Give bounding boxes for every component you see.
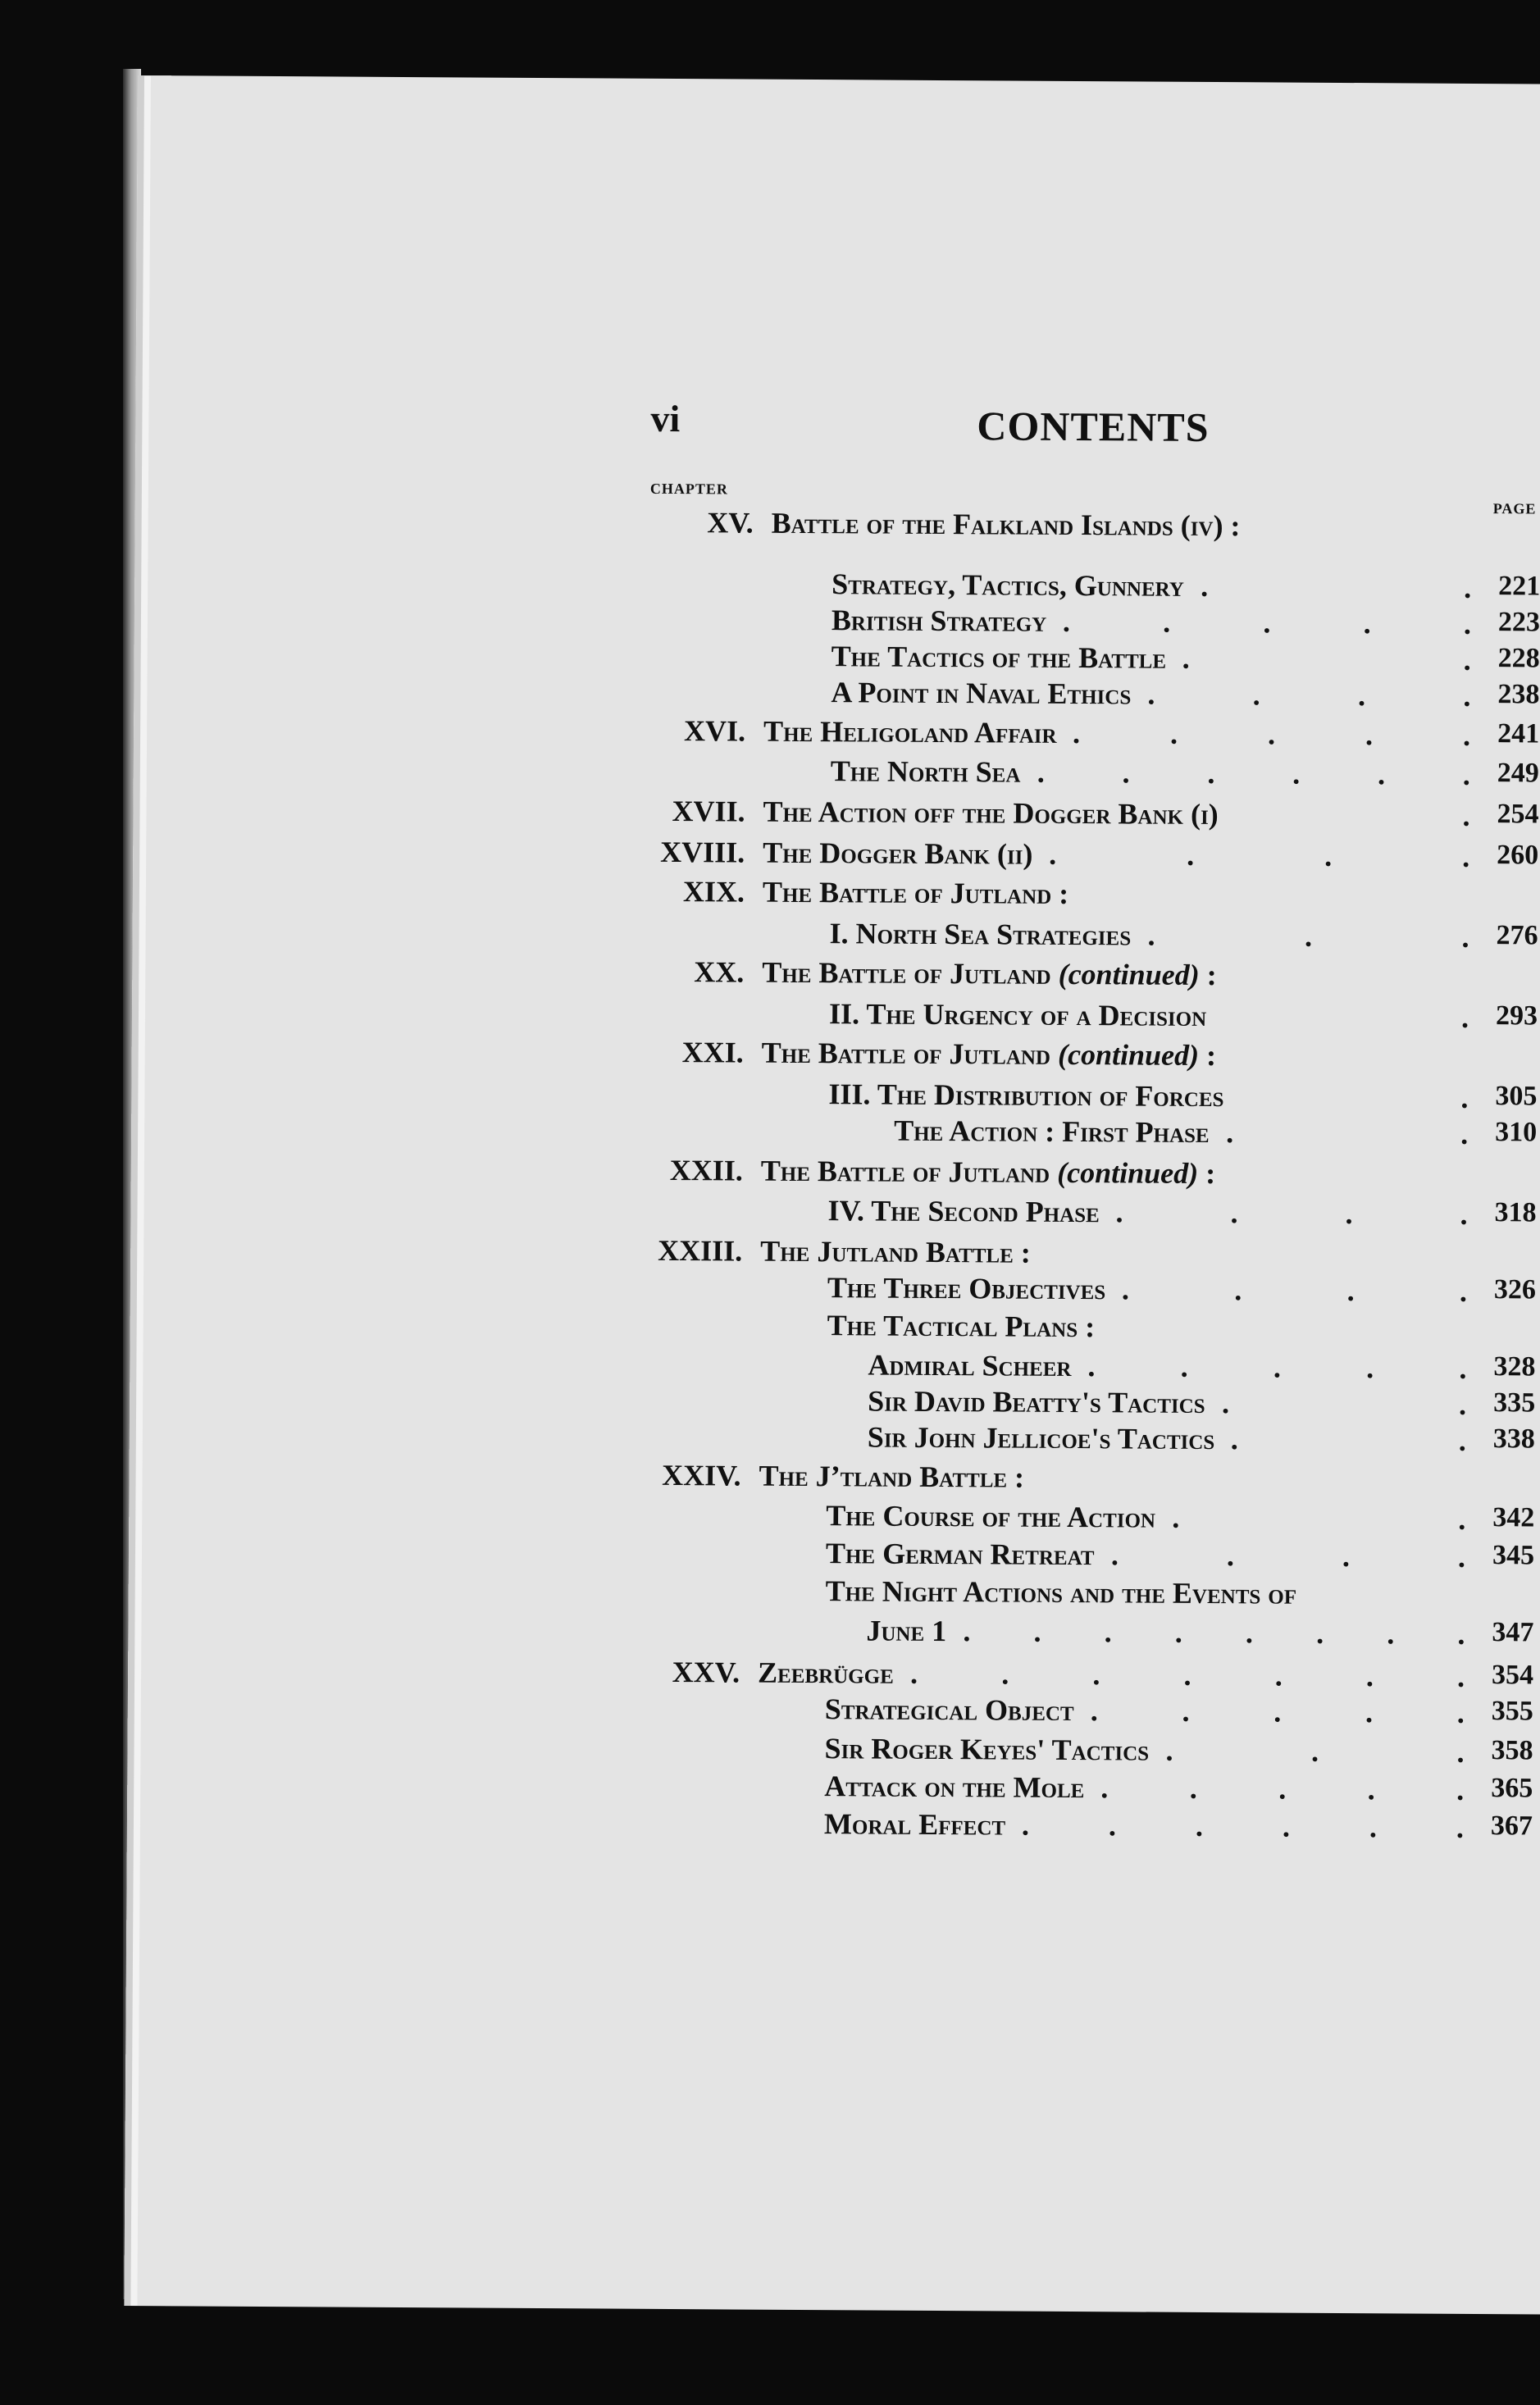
toc-entry xyxy=(620,1612,1538,1656)
toc-entry xyxy=(622,1307,1540,1351)
entry-title xyxy=(868,1347,1071,1383)
entry-title xyxy=(831,675,1131,711)
entry-title-text: Zeebrügge xyxy=(757,1656,894,1690)
toc-entry xyxy=(622,1192,1540,1236)
entry-title-text: The Night Actions and the Events of xyxy=(825,1574,1297,1610)
entry-title-text: The Battle of Jutland : xyxy=(762,875,1069,910)
entry-title-text: The Three Objectives xyxy=(827,1271,1106,1306)
page-column-label: PAGE xyxy=(1492,500,1537,517)
toc-entry xyxy=(623,1112,1540,1155)
entry-title xyxy=(829,996,1206,1033)
entry-title-text: IV. The Second Phase xyxy=(827,1194,1100,1229)
entry-title-text: The German Retreat xyxy=(825,1537,1095,1572)
chapter-number: XV. xyxy=(707,506,754,540)
entry-title xyxy=(759,1459,1024,1495)
toc-entry xyxy=(625,835,1540,878)
leader-dots: . xyxy=(1460,1000,1469,1034)
page-number: 238 xyxy=(1497,679,1540,710)
page-number: 354 xyxy=(1492,1660,1534,1691)
leader-dots: . . . . xyxy=(1110,1538,1466,1574)
entry-title xyxy=(832,639,1167,675)
toc-entry xyxy=(619,1730,1538,1774)
chapter-number xyxy=(624,1076,811,1077)
page-number: 342 xyxy=(1492,1502,1535,1533)
leader-dots: . . . . xyxy=(1147,677,1471,713)
page-number: 328 xyxy=(1493,1351,1536,1382)
page-number: 249 xyxy=(1497,758,1539,789)
entry-title xyxy=(763,836,1032,872)
chapter-number xyxy=(625,915,812,916)
toc-entry xyxy=(624,915,1540,959)
leader-dots: . . . . xyxy=(1115,1196,1468,1231)
entry-title-text: Attack on the Mole xyxy=(824,1770,1085,1805)
chapter-number xyxy=(621,1573,808,1574)
entry-title-text: The North Sea xyxy=(830,754,1021,789)
page-number: 310 xyxy=(1495,1117,1538,1148)
page-number: 228 xyxy=(1497,643,1540,674)
entry-title xyxy=(824,1806,1005,1842)
toc-entry xyxy=(621,1535,1539,1578)
entry-title xyxy=(763,714,1057,750)
entry-title-text: III. The Distribution of Forces xyxy=(828,1077,1224,1114)
leader-dots: . . xyxy=(1222,1387,1467,1421)
entry-title-text: Sir Roger Keyes' Tactics xyxy=(824,1732,1150,1767)
toc-entry xyxy=(626,713,1540,757)
entry-title-italic: (continued) xyxy=(1057,1037,1200,1072)
entry-title-text: I. North Sea Strategies xyxy=(829,917,1132,952)
toc-entry xyxy=(621,1497,1539,1541)
entry-title-italic: (continued) xyxy=(1058,957,1200,991)
entry-title xyxy=(824,1731,1149,1767)
chapter-number xyxy=(621,1612,849,1614)
page-number: 221 xyxy=(1498,571,1540,602)
toc-entry xyxy=(619,1768,1538,1811)
entry-title-text: Strategy, Tactics, Gunnery xyxy=(832,567,1185,603)
entry-title-text: Strategical Object xyxy=(824,1692,1074,1728)
entry-title-text: The Battle of Jutland xyxy=(761,1036,1051,1071)
entry-title xyxy=(827,1193,1099,1229)
entry-title-suffix: : xyxy=(1199,958,1217,992)
entry-title xyxy=(763,875,1069,911)
page-number: 345 xyxy=(1492,1540,1535,1571)
entry-title xyxy=(824,1769,1084,1805)
entry-title-text: British Strategy xyxy=(831,604,1047,638)
leader-dots: . . . . . xyxy=(1087,1350,1467,1385)
leader-dots: . xyxy=(1462,799,1470,832)
toc-entry xyxy=(619,1806,1538,1849)
entry-title xyxy=(762,955,1217,992)
chapter-number: XVII. xyxy=(672,794,745,828)
entry-title-text: The Action : First Phase xyxy=(894,1114,1210,1150)
leader-dots: . xyxy=(1460,1081,1469,1114)
page-number: 338 xyxy=(1492,1423,1535,1455)
page-number: 358 xyxy=(1491,1735,1533,1766)
chapter-number: XXI. xyxy=(681,1036,744,1069)
book-page xyxy=(124,75,1540,2315)
toc-entry xyxy=(624,954,1540,998)
chapter-number: XXIII. xyxy=(658,1233,743,1268)
entry-title xyxy=(826,1536,1095,1572)
page-number: 276 xyxy=(1496,920,1538,951)
entry-title-italic: (continued) xyxy=(1057,1155,1199,1190)
chapter-number: XVI. xyxy=(683,714,746,748)
toc-entry xyxy=(627,505,1540,549)
page-folio: vi xyxy=(650,397,681,440)
toc-entry xyxy=(625,794,1540,837)
entry-title-text: The Tactical Plans : xyxy=(827,1309,1096,1344)
chapter-number xyxy=(622,1269,809,1270)
entry-title xyxy=(762,1036,1217,1073)
leader-dots: . . . . xyxy=(1121,1273,1468,1308)
leader-dots: . . . . . xyxy=(1100,1771,1465,1806)
entry-title-text: June 1 xyxy=(866,1614,947,1648)
entry-title xyxy=(832,567,1184,604)
leader-dots: . . . . . . . . xyxy=(963,1615,1465,1651)
leader-dots: . . . xyxy=(1147,918,1469,954)
chapter-number xyxy=(624,995,811,996)
chapter-number: XXII. xyxy=(669,1153,743,1187)
leader-dots: . . . . . xyxy=(1073,716,1471,752)
chapter-number xyxy=(621,1535,808,1536)
entry-title xyxy=(868,1383,1205,1420)
entry-title-suffix: : xyxy=(1198,1156,1216,1191)
toc-entry xyxy=(622,1419,1540,1462)
page-number: 365 xyxy=(1491,1773,1533,1804)
chapter-number xyxy=(626,674,813,675)
leader-dots: . . xyxy=(1230,1423,1466,1457)
toc-entry xyxy=(624,995,1540,1039)
leader-dots: . . xyxy=(1172,1501,1466,1536)
entry-title xyxy=(825,1692,1074,1728)
leader-dots: . . . . . . . xyxy=(909,1656,1465,1693)
leader-dots: . . . xyxy=(1165,1733,1465,1769)
entry-title-text: A Point in Naval Ethics xyxy=(831,676,1132,711)
toc-entry xyxy=(624,1035,1540,1078)
running-head-title: CONTENTS xyxy=(977,403,1210,450)
toc-entry xyxy=(622,1269,1540,1313)
toc-entry xyxy=(620,1691,1538,1734)
entry-title xyxy=(827,1270,1106,1306)
page-number: 326 xyxy=(1493,1274,1537,1305)
entry-title-text: The Action off the Dogger Bank (i) xyxy=(763,795,1219,831)
chapter-number xyxy=(620,1691,807,1692)
chapter-number xyxy=(626,602,813,603)
chapter-number xyxy=(622,1346,850,1348)
page-number: 254 xyxy=(1497,799,1539,830)
toc-entry xyxy=(621,1458,1539,1501)
chapter-number xyxy=(621,1497,808,1498)
chapter-number xyxy=(623,1192,810,1193)
chapter-number: XXV. xyxy=(672,1656,740,1689)
entry-title-text: Sir John Jellicoe's Tactics xyxy=(867,1420,1215,1456)
entry-title xyxy=(826,1574,1297,1611)
entry-title-text: The Battle of Jutland xyxy=(760,1154,1050,1189)
entry-title-text: The Jutland Battle : xyxy=(760,1234,1031,1269)
entry-title-text: The Tactics of the Battle xyxy=(831,640,1167,675)
chapter-number xyxy=(619,1768,806,1769)
entry-title xyxy=(827,1308,1096,1344)
chapter-column-label: CHAPTER xyxy=(649,480,729,498)
chapter-number xyxy=(626,753,813,754)
entry-title xyxy=(866,1613,946,1648)
page-number: 305 xyxy=(1495,1081,1538,1112)
toc-entry xyxy=(623,1153,1540,1196)
toc-entry xyxy=(625,874,1540,918)
entry-title xyxy=(828,1077,1223,1114)
leader-dots: . . xyxy=(1182,641,1471,676)
page-number: 260 xyxy=(1497,840,1539,871)
entry-title xyxy=(758,1656,894,1691)
page-number: 241 xyxy=(1497,718,1540,749)
entry-title-text: The Course of the Action xyxy=(826,1499,1156,1534)
page-number: 318 xyxy=(1494,1197,1537,1228)
entry-title-text: Battle of the Falkland Islands (iv) : xyxy=(771,506,1241,543)
toc-entry xyxy=(626,674,1540,717)
entry-title-text: The Jʼtland Battle : xyxy=(759,1459,1025,1494)
chapter-number xyxy=(626,566,813,567)
entry-title-text: Admiral Scheer xyxy=(868,1348,1072,1382)
chapter-number: XX. xyxy=(694,955,745,989)
entry-title xyxy=(761,1154,1216,1191)
entry-title xyxy=(831,754,1021,789)
page-number: 293 xyxy=(1495,1000,1538,1032)
chapter-number xyxy=(620,1730,807,1731)
chapter-number xyxy=(626,638,813,639)
page-number: 367 xyxy=(1490,1811,1533,1842)
toc-entry xyxy=(626,753,1540,796)
leader-dots: . . . . . . xyxy=(1021,1808,1465,1844)
entry-title-text: The Dogger Bank (ii) xyxy=(763,836,1033,871)
entry-title xyxy=(868,1419,1215,1456)
toc-entry xyxy=(621,1573,1539,1616)
entry-title-text: The Heligoland Affair xyxy=(763,714,1057,749)
entry-title xyxy=(894,1114,1210,1150)
chapter-number: XIX. xyxy=(682,875,745,909)
entry-title-text: Moral Effect xyxy=(823,1807,1006,1842)
entry-title-suffix: : xyxy=(1198,1038,1217,1073)
chapter-number xyxy=(622,1307,809,1308)
leader-dots: . . xyxy=(1226,1116,1469,1150)
entry-title-text: The Battle of Jutland xyxy=(762,955,1051,991)
leader-dots: . . . . . xyxy=(1090,1694,1465,1729)
entry-title-text: Sir David Beatty's Tactics xyxy=(868,1384,1205,1419)
chapter-number: XXIV. xyxy=(662,1458,741,1492)
page-number: 223 xyxy=(1497,607,1540,638)
chapter-number: XVIII. xyxy=(660,835,745,869)
leader-dots: . . . . . xyxy=(1062,604,1472,640)
page-number: 347 xyxy=(1492,1617,1534,1648)
entry-title xyxy=(829,916,1131,952)
entry-title xyxy=(826,1498,1155,1534)
page-number: 355 xyxy=(1491,1696,1533,1727)
leader-dots: . . xyxy=(1201,569,1472,604)
entry-title xyxy=(772,506,1241,543)
entry-title-text: II. The Urgency of a Decision xyxy=(828,997,1207,1032)
leader-dots: . . . . xyxy=(1049,837,1470,873)
entry-title xyxy=(763,795,1218,831)
entry-title xyxy=(760,1234,1031,1270)
entry-title xyxy=(832,603,1047,639)
leader-dots: . . . . . . xyxy=(1037,755,1470,791)
page-number: 335 xyxy=(1493,1387,1536,1419)
